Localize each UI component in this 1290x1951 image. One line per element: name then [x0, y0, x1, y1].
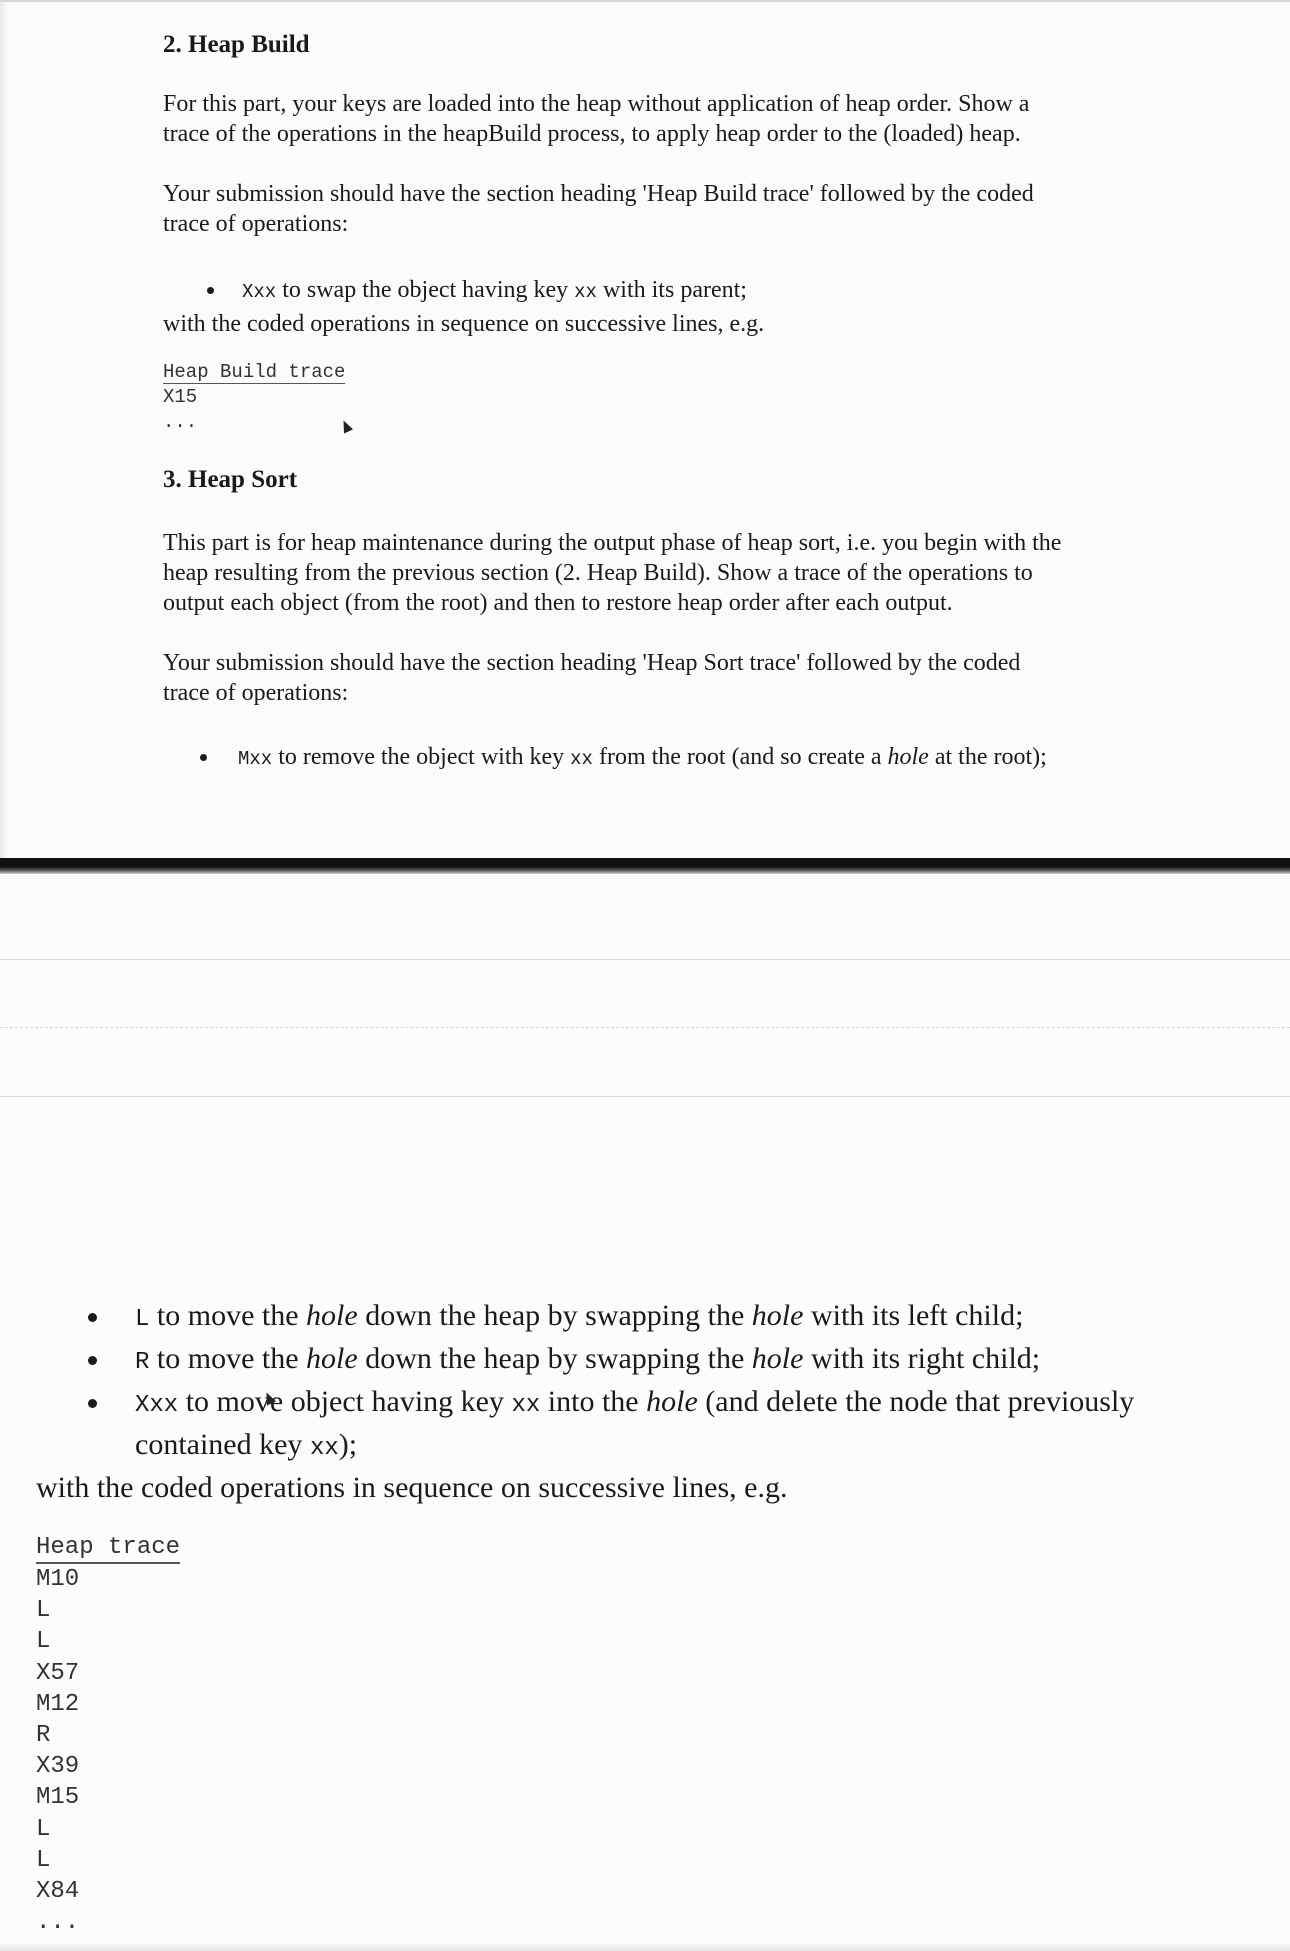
heap-build-paragraph-1 [163, 89, 1153, 149]
paragraph-line: with the coded operations in sequence on successive lines, e.g. [36, 1471, 788, 1504]
list-item [163, 742, 1153, 774]
emphasis-text: hole [646, 1385, 698, 1418]
bullet-text: ); [338, 1428, 358, 1461]
heap-sort-paragraph-1 [163, 528, 1153, 618]
page-bottom-shadow [0, 1942, 1290, 1951]
code-line: X15 [163, 386, 198, 408]
upper-document-page [0, 0, 1290, 864]
emphasis-text: hole [751, 1299, 804, 1332]
code-token: xx [570, 748, 593, 770]
bullet-dot [88, 1399, 97, 1408]
paragraph-line: trace of the operations in the heapBuild process, to apply heap order to the (loaded) heap. [163, 121, 1021, 147]
bullet-text: with its parent; [596, 277, 747, 303]
page-rule-line [0, 1096, 1290, 1097]
code-line: L [36, 1628, 51, 1656]
code-line: X39 [36, 1753, 80, 1781]
code-token: Mxx [238, 748, 273, 770]
code-token: Xxx [135, 1392, 179, 1419]
bullet-text: with its right child; [803, 1342, 1041, 1375]
code-heading: Heap trace [36, 1534, 180, 1564]
bullet-text: to remove the object with key [272, 744, 571, 770]
bullet-dot [207, 287, 214, 294]
bullet-text: with its left child; [803, 1299, 1024, 1332]
code-line: X57 [36, 1659, 80, 1687]
bullet-text: (and delete the node that previously [697, 1385, 1135, 1418]
code-line: L [36, 1597, 51, 1625]
heap-sort-bullet-list [163, 742, 1153, 774]
list-item [36, 1296, 1266, 1339]
emphasis-text: hole [306, 1342, 358, 1375]
section-heap-build [163, 30, 1153, 60]
list-item [163, 275, 1153, 307]
code-line: L [36, 1846, 51, 1874]
photo-divider [0, 858, 1290, 874]
paragraph-line: with the coded operations in sequence on successive lines, e.g. [163, 311, 765, 337]
paragraph-line: For this part, your keys are loaded into the heap without application of heap order. Show a [163, 91, 1030, 117]
code-heading: Heap Build trace [163, 361, 346, 383]
paragraph-line: Your submission should have the section heading 'Heap Sort trace' followed by the coded [163, 650, 1021, 676]
code-line: X84 [36, 1878, 80, 1906]
heap-trace-code-example [36, 1532, 1266, 1938]
heap-build-code-example [163, 360, 1153, 435]
bullet-text: down the heap by swapping the [357, 1299, 752, 1332]
bullet-text: to move the [149, 1342, 307, 1375]
heap-build-bullet-list [163, 275, 1153, 339]
heap-sort-paragraph-2 [163, 648, 1153, 708]
code-line: L [36, 1815, 51, 1843]
list-item [36, 1339, 1266, 1382]
code-line: ... [36, 1909, 80, 1937]
code-line: M10 [36, 1566, 80, 1593]
section-heading-heap-sort: 3. Heap Sort [163, 466, 298, 493]
paragraph-line: Your submission should have the section heading 'Heap Build trace' followed by the coded [163, 181, 1034, 207]
code-line: M15 [36, 1784, 80, 1812]
list-item [36, 1382, 1266, 1468]
code-token: L [135, 1306, 150, 1333]
code-token: Xxx [242, 281, 277, 303]
bullet-dot [88, 1356, 97, 1365]
code-line: ... [163, 411, 198, 433]
paragraph-line: This part is for heap maintenance during the output phase of heap sort, i.e. you begin with the [163, 530, 1062, 556]
page-rule-line-dashed [0, 1027, 1290, 1028]
paragraph-line: heap resulting from the previous section (2. Heap Build). Show a trace of the operations to [163, 560, 1033, 586]
bullet-text: into the [540, 1385, 647, 1418]
code-line: M12 [36, 1690, 80, 1718]
page-rule-line [0, 959, 1290, 960]
bullet-text: contained key [135, 1428, 310, 1461]
bullet-text: to move the [149, 1299, 307, 1332]
section-heading-heap-build: 2. Heap Build [163, 31, 310, 58]
bullet-text: to swap the object having key [276, 277, 575, 303]
bullet-dot [200, 754, 207, 761]
paragraph-line: trace of operations: [163, 680, 349, 706]
bullet-dot [88, 1313, 97, 1322]
page-shadow-edge [0, 2, 8, 864]
paragraph-line: output each object (from the root) and then to restore heap order after each output. [163, 590, 953, 616]
code-token: xx [574, 281, 597, 303]
bullet-text: from the root (and so create a [592, 744, 888, 770]
code-token: R [135, 1349, 150, 1376]
bullet-text: down the heap by swapping the [357, 1342, 752, 1375]
emphasis-text: hole [751, 1342, 804, 1375]
emphasis-text: hole [887, 744, 929, 770]
bullet-text: to move object having key [178, 1385, 512, 1418]
code-token: xx [309, 1435, 339, 1462]
code-line: R [36, 1722, 51, 1750]
emphasis-text: hole [306, 1299, 358, 1332]
heap-build-paragraph-2 [163, 179, 1153, 239]
heap-sort-continued [36, 1296, 1266, 1938]
paragraph-line: trace of operations: [163, 211, 349, 237]
bullet-text: at the root); [928, 744, 1047, 770]
code-token: xx [511, 1392, 541, 1419]
section-heap-sort [163, 465, 1153, 495]
